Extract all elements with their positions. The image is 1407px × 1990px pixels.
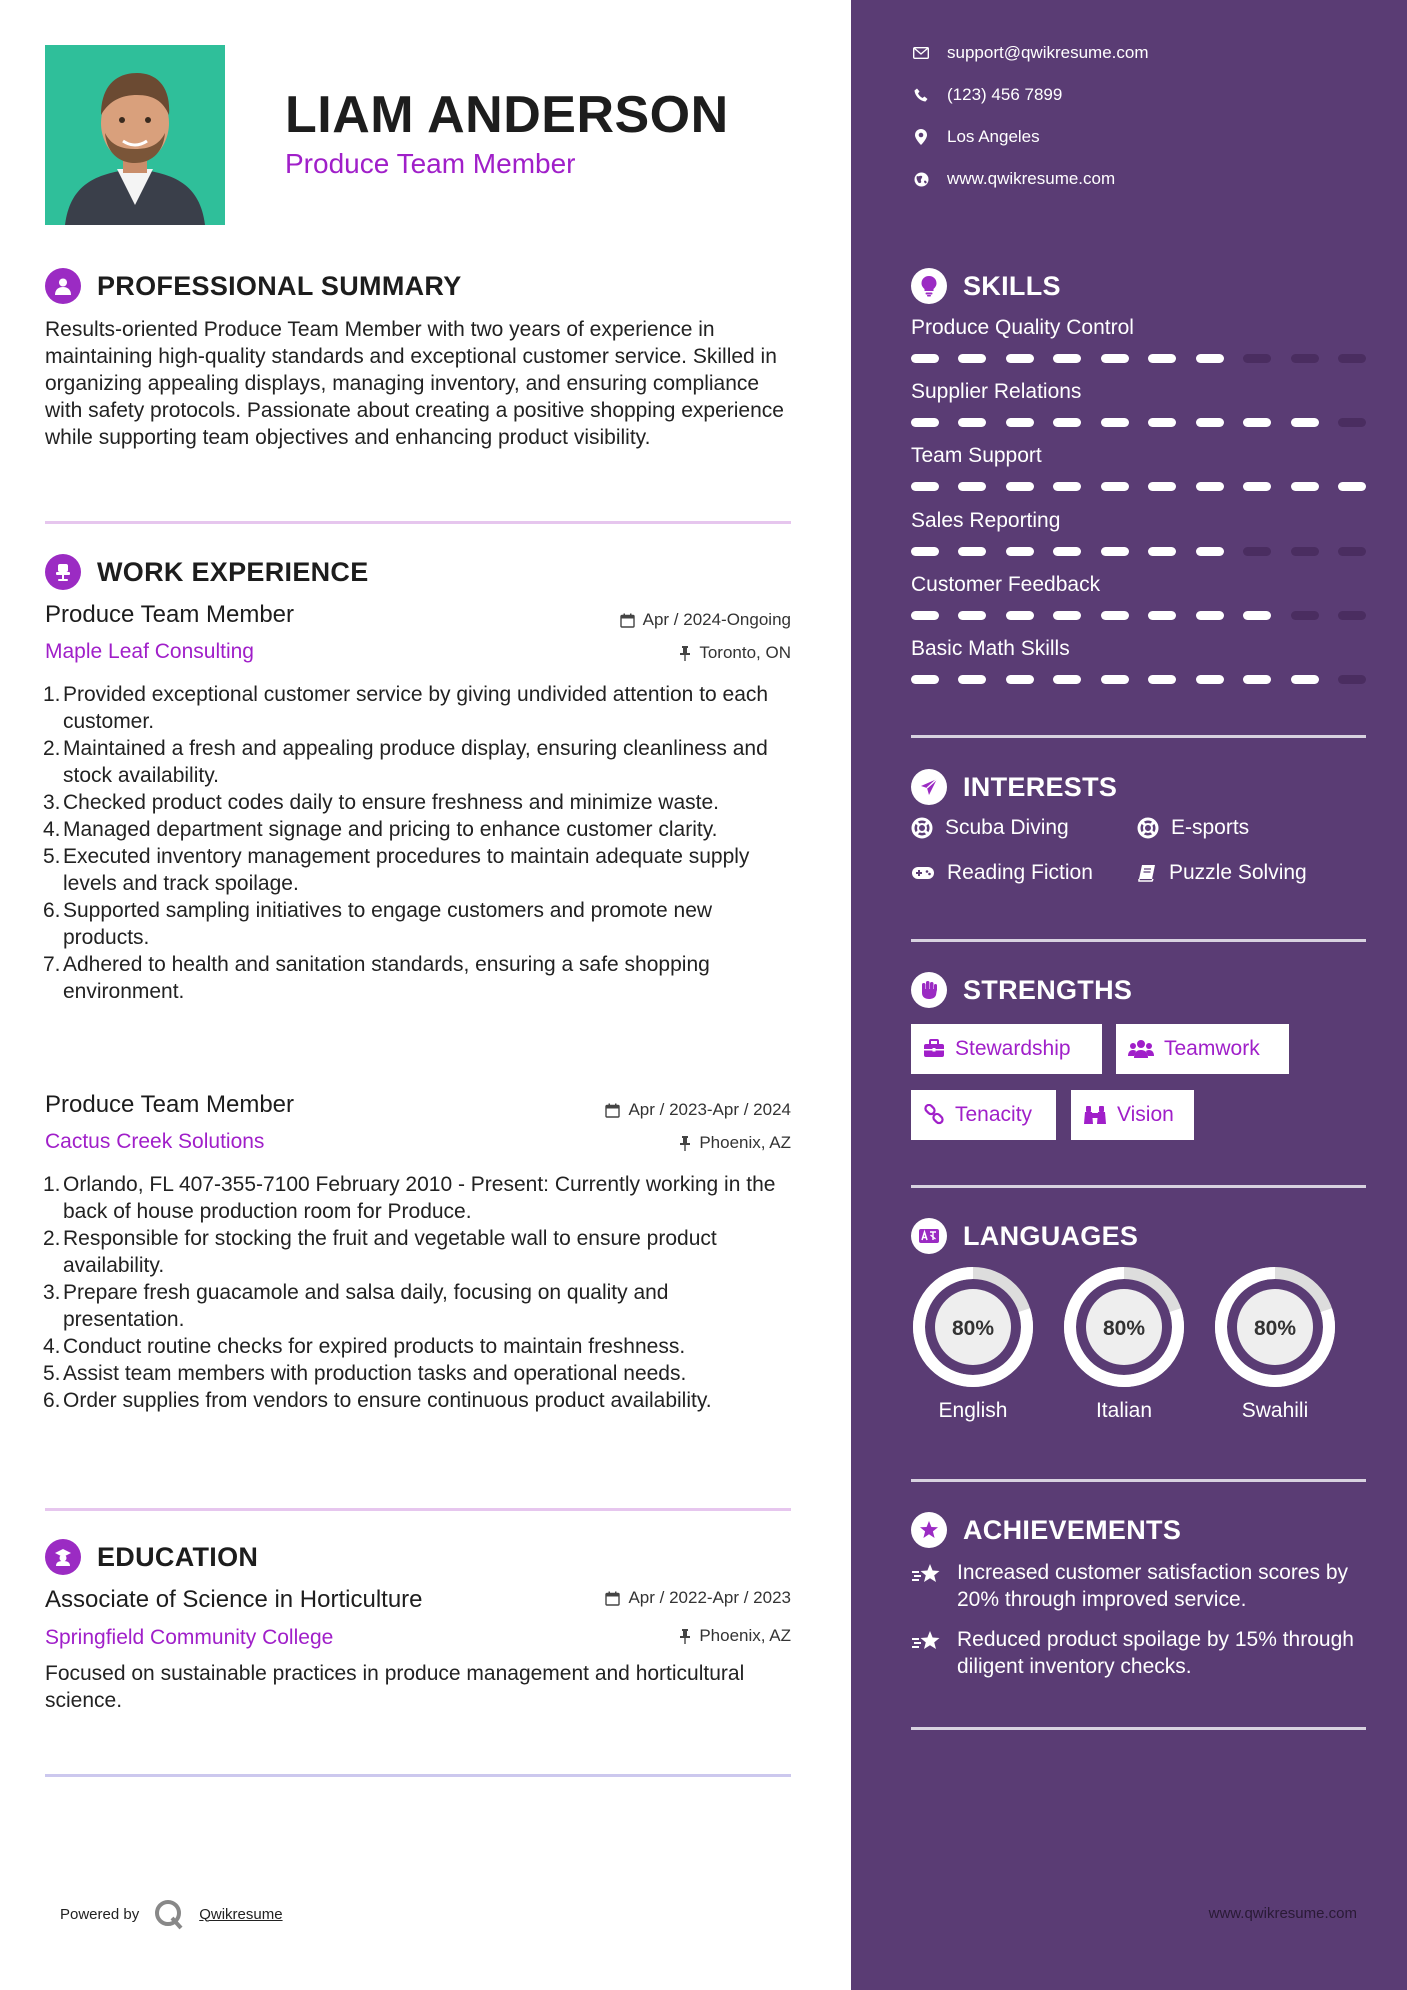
interest-item [1137,816,1249,840]
skill-level-dot [1006,611,1034,620]
skill-level-dot [1243,482,1271,491]
duty-item: 5. Executed inventory management procedures to maintain adequate supply levels and track spoilage. [43,845,750,895]
skill-level-dot [1291,482,1319,491]
summary-text: Results-oriented Produce Team Member with two years of experience in maintaining high-quality standards and exceptional customer service. Skilled in organizing appealing displays, managing inventory, and ensuring compliance with safety protocols. Passionate about creating a positive shopping experience while supporting team objectives and enhancing product visibility. [45,318,784,449]
candidate-name: LIAM ANDERSON [285,86,729,144]
phone-text: (123) 456 7899 [947,85,1063,104]
skill-level-dot [1243,547,1271,556]
powered-by-label: Powered by [60,1905,140,1923]
skill-level-dot [1196,611,1224,620]
job-location [679,1133,791,1153]
interests-heading [911,769,1117,805]
skill-level-dot [911,675,939,684]
skill-level-dot [958,547,986,556]
pin-icon [679,1136,691,1151]
skill-name: Customer Feedback [911,573,1101,596]
skill-level-dot [1291,611,1319,620]
job-company: Maple Leaf Consulting [45,640,254,663]
achievement-item [911,1559,1371,1613]
interest-item [1137,861,1307,885]
skill-name: Team Support [911,444,1042,467]
skill-level-dot [1101,418,1129,427]
strength-label: Vision [1117,1103,1174,1126]
education-location-text: Phoenix, AZ [699,1626,791,1645]
skill-level-dot [1243,418,1271,427]
strength-label: Teamwork [1164,1037,1260,1060]
brand-link[interactable]: Qwikresume [199,1905,283,1923]
achievement-text: Reduced product spoilage by 15% through diligent inventory checks. [957,1628,1354,1678]
strengths-title: STRENGTHS [963,974,1133,1005]
skill-level-meter [911,354,1366,363]
job-duties [45,1171,795,1414]
language-percent: 80% [1253,1317,1297,1340]
skill-level-dot [1338,418,1366,427]
candidate-role: Produce Team Member [285,148,576,179]
language-progress-ring [911,1265,1035,1389]
skill-level-dot [958,675,986,684]
graduate-icon [45,1539,81,1575]
experience-title: WORK EXPERIENCE [97,556,369,587]
skill-level-meter [911,675,1366,684]
job-location-text: Toronto, ON [699,643,791,662]
skill-level-dot [1196,354,1224,363]
language-progress-ring [1213,1265,1337,1389]
skills-title: SKILLS [963,270,1061,301]
skill-level-dot [1053,547,1081,556]
skill-level-dot [1338,482,1366,491]
skill-level-dot [1101,611,1129,620]
job-title: Produce Team Member [45,601,294,628]
strength-chip [1071,1090,1194,1140]
skill-level-dot [911,418,939,427]
website-text[interactable]: www.qwikresume.com [947,169,1116,188]
skill-level-dot [958,482,986,491]
languages-divider [911,1479,1366,1482]
strength-chip [1116,1024,1289,1074]
school-name: Springfield Community College [45,1626,334,1649]
users-icon [1128,1039,1154,1059]
globe-icon [911,172,931,187]
binoculars-icon [1083,1105,1107,1125]
language-progress-ring [1062,1265,1186,1389]
skill-level-dot [1196,418,1224,427]
skill-level-dot [1101,547,1129,556]
language-item [1062,1265,1186,1422]
skill-level-dot [1148,482,1176,491]
skill-level-dot [958,354,986,363]
skill-level-dot [1148,354,1176,363]
profile-photo [45,45,225,225]
lifebuoy-icon [1137,817,1159,839]
skill-level-dot [1053,675,1081,684]
skill-level-dot [1101,482,1129,491]
skill-name: Supplier Relations [911,380,1082,403]
skills-divider [911,735,1366,738]
skill-level-meter [911,547,1366,556]
skill-level-dot [1053,418,1081,427]
strengths-heading [911,972,1132,1008]
star-badge-icon [911,1512,947,1548]
qwikresume-logo-icon [153,1898,185,1930]
contact-phone [911,85,1062,105]
achievements-divider [911,1727,1366,1730]
skill-level-dot [1196,482,1224,491]
skill-level-dot [1243,611,1271,620]
skill-name: Sales Reporting [911,509,1061,532]
interest-label: Puzzle Solving [1169,861,1307,884]
education-title: EDUCATION [97,1541,259,1572]
calendar-icon [605,1591,620,1606]
language-name: Swahili [1241,1399,1309,1422]
skill-level-meter [911,482,1366,491]
education-divider [45,1774,791,1777]
education-heading [45,1539,258,1575]
fist-icon [911,972,947,1008]
interest-item [911,861,1093,885]
duty-item: 6. Supported sampling initiatives to engage customers and promote new products. [43,899,713,949]
skill-level-dot [1006,354,1034,363]
experience-divider [45,1508,791,1511]
lifebuoy-icon [911,817,933,839]
strength-label: Tenacity [955,1103,1033,1126]
envelope-icon [911,47,931,59]
job-company: Cactus Creek Solutions [45,1130,265,1153]
duty-item: 3. Prepare fresh guacamole and salsa daily, focusing on quality and presentation. [43,1281,669,1331]
skill-level-dot [1291,675,1319,684]
skill-level-dot [1053,354,1081,363]
education-description: Focused on sustainable practices in produce management and horticultural science. [45,1662,745,1712]
skill-level-dot [1006,675,1034,684]
email-text[interactable]: support@qwikresume.com [947,43,1149,62]
sidebar [851,0,1407,1990]
skill-level-dot [1006,547,1034,556]
interest-label: Reading Fiction [947,861,1093,884]
language-percent: 80% [951,1317,995,1340]
language-percent: 80% [1102,1317,1146,1340]
skill-level-dot [911,354,939,363]
link-icon [923,1104,945,1126]
skill-name: Produce Quality Control [911,316,1134,339]
chair-icon [45,554,81,590]
skill-level-meter [911,418,1366,427]
shooting-star-icon [911,1630,943,1654]
education-date-text: Apr / 2022-Apr / 2023 [628,1588,791,1607]
contact-location [911,127,1040,147]
interests-divider [911,939,1366,942]
languages-title: LANGUAGES [963,1220,1139,1251]
education-location [679,1626,791,1646]
skill-level-dot [911,611,939,620]
location-pin-icon [911,129,931,145]
strength-label: Stewardship [955,1037,1071,1060]
skill-level-dot [1243,675,1271,684]
languages-heading [911,1218,1138,1254]
language-name: Italian [1095,1399,1153,1422]
skill-level-dot [911,482,939,491]
job-date-text: Apr / 2023-Apr / 2024 [628,1100,791,1119]
skill-level-dot [1148,418,1176,427]
book-icon [1137,863,1157,883]
language-item [911,1265,1035,1422]
skill-level-dot [911,547,939,556]
job-title: Produce Team Member [45,1091,294,1118]
duty-item: 2. Responsible for stocking the fruit and vegetable wall to ensure product availability. [43,1227,717,1277]
duty-item: 5. Assist team members with production tasks and operational needs. [43,1362,687,1385]
skill-name: Basic Math Skills [911,637,1070,660]
interests-title: INTERESTS [963,771,1118,802]
pin-icon [679,646,691,661]
phone-icon [911,88,931,102]
contact-website [911,169,1115,189]
duty-item: 3. Checked product codes daily to ensure freshness and minimize waste. [43,791,720,814]
shooting-star-icon [911,1563,943,1587]
duty-item: 7. Adhered to health and sanitation standards, ensuring a safe shopping environment. [43,953,710,1003]
job-date-text: Apr / 2024-Ongoing [642,610,791,629]
achievement-item [911,1626,1371,1680]
interest-label: E-sports [1171,816,1250,839]
duty-item: 1. Orlando, FL 407-355-7100 February 2010 - Present: Currently working in the back of house production room for Produce. [43,1173,776,1223]
skill-level-dot [1196,675,1224,684]
skill-level-dot [1053,611,1081,620]
job-date [620,610,791,630]
job-location [679,643,791,663]
summary-heading [45,268,462,304]
duty-item: 4. Managed department signage and pricing to enhance customer clarity. [43,818,718,841]
duty-item: 2. Maintained a fresh and appealing produce display, ensuring cleanliness and stock availability. [43,737,768,787]
contact-email [911,43,1149,63]
achievements-title: ACHIEVEMENTS [963,1514,1182,1545]
skill-level-meter [911,611,1366,620]
user-icon [45,268,81,304]
skills-heading [911,268,1061,304]
skill-level-dot [1006,482,1034,491]
footer-site[interactable]: www.qwikresume.com [1208,1905,1357,1922]
achievement-text: Increased customer satisfaction scores by 20% through improved service. [957,1561,1349,1611]
education-date [605,1588,791,1608]
strength-chip [911,1090,1056,1140]
paper-plane-icon [911,769,947,805]
job-location-text: Phoenix, AZ [699,1133,791,1152]
job-duties [45,681,795,1005]
strengths-divider [911,1185,1366,1188]
calendar-icon [620,613,635,628]
skill-level-dot [1196,547,1224,556]
skill-level-dot [1148,547,1176,556]
skill-level-dot [1101,675,1129,684]
translate-icon [911,1218,947,1254]
briefcase-icon [923,1039,945,1059]
skill-level-dot [1291,547,1319,556]
skill-level-dot [1148,611,1176,620]
skill-level-dot [1101,354,1129,363]
powered-by [60,1898,283,1930]
experience-heading [45,554,369,590]
skill-level-dot [1291,418,1319,427]
job-date [605,1100,791,1120]
skill-level-dot [1338,547,1366,556]
skill-level-dot [1148,675,1176,684]
duty-item: 1. Provided exceptional customer service by giving undivided attention to each customer. [43,683,769,733]
duty-item: 6. Order supplies from vendors to ensure continuous product availability. [43,1389,712,1412]
interest-item [911,816,1069,840]
gamepad-icon [911,865,935,881]
skill-level-dot [1291,354,1319,363]
summary-divider [45,521,791,524]
skill-level-dot [1338,354,1366,363]
strength-chip [911,1024,1102,1074]
language-item [1213,1265,1337,1422]
skill-level-dot [1338,675,1366,684]
skill-level-dot [1338,611,1366,620]
degree-title: Associate of Science in Horticulture [45,1586,423,1613]
duty-item: 4. Conduct routine checks for expired products to maintain freshness. [43,1335,686,1358]
lightbulb-icon [911,268,947,304]
location-text: Los Angeles [947,127,1040,146]
skill-level-dot [1006,418,1034,427]
calendar-icon [605,1103,620,1118]
summary-title: PROFESSIONAL SUMMARY [97,270,462,301]
language-name: English [938,1399,1008,1422]
skill-level-dot [1053,482,1081,491]
skill-level-dot [1243,354,1271,363]
pin-icon [679,1629,691,1644]
skill-level-dot [958,611,986,620]
achievements-heading [911,1512,1181,1548]
interest-label: Scuba Diving [945,816,1069,839]
skill-level-dot [958,418,986,427]
